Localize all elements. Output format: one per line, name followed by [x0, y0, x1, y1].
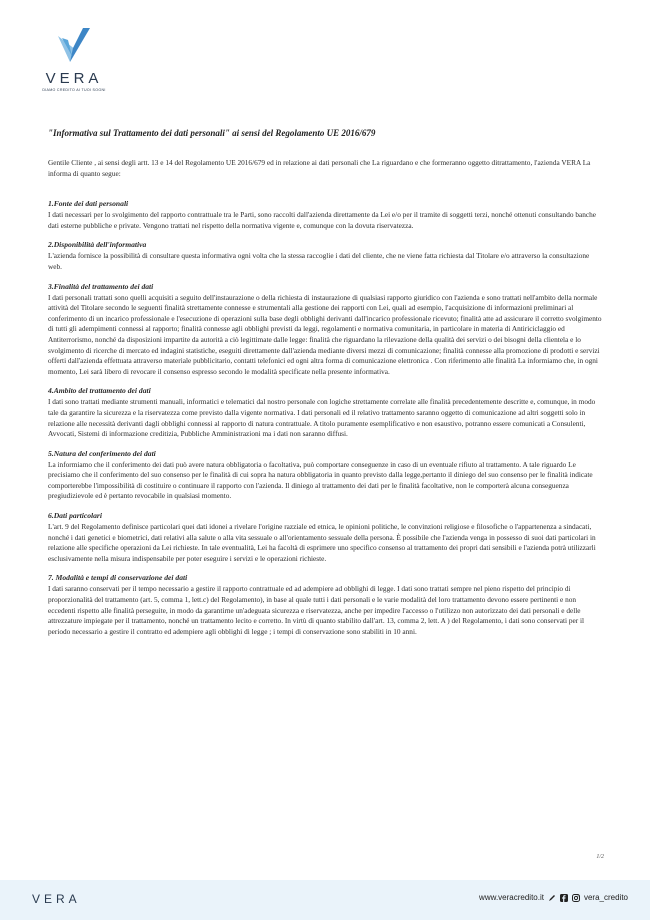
company-logo	[38, 26, 110, 106]
section-nature	[48, 449, 603, 502]
section-body: La informiamo che il conferimento dei dati può avere natura obbligatoria o facoltativa, può comportare conseguenze in caso di un eventuale rifiuto al trattamento. A tale riguardo Le precisiamo che il conferimento del suo consenso per le finalità di cui sopra ha natura obbligatoria in quanto previsto dalla legge,pertanto il diniego del suo consenso per le finalità indicate comporterebbe l'impossibilità di costituire o continuare il rapporto con l'azienda. Il diniego al trattamento dei dati per le finalità facoltative, non le comporterà alcuna conseguenza pregiudizievole ed è pertanto revocabile in qualsiasi momento.	[48, 459, 593, 501]
section-body: L'art. 9 del Regolamento definisce particolari quei dati idonei a rivelare l'origine razziale ed etnica, le opinioni politiche, le convinzioni religiose e filosofiche o l'appartenenza a sindacati, nonché i dati genetici e biometrici, dati relativi alla salute o alla vita sessuale o all'orientamento sessuale della persona. È possibile che l'azienda venga in possesso di suoi dati particolari in relazione alle specifiche operazioni da Lei richieste. In tale eventualità, Lei ha facoltà di esprimere uno specifico consenso al trattamento dei propri dati sensibili e l'azienda potrà utilizzarli esclusivamente nella misura indispensabile per poter eseguire i servizi e le operazioni richieste.	[48, 522, 596, 563]
website-link[interactable]: www.veracredito.it	[479, 893, 544, 902]
footer-bar	[0, 880, 650, 920]
section-data-source	[48, 199, 603, 231]
footer-contacts	[479, 893, 628, 902]
document-title: "Informativa sul Trattamento dei dati personali" ai sensi del Regolamento UE 2016/679	[48, 128, 376, 138]
section-body: I dati sono trattati mediante strumenti manuali, informatici e telematici dal nostro personale con logiche strettamente correlate alle finalità precedentemente descritte e, comunque, in modo tale da garantire la sicurezza e la riservatezza come previsto dalla vigente normativa. I dati personali ed il relativo trattamento saranno oggetto di comunicazione ad altri soggetti solo in relazione alle necessità derivanti dagli obblighi connessi al rapporto di natura contrattuale. A titolo puramente esemplificativo e non esaustivo, potranno essere comunicati a Consulenti, Avvocati, Sistemi di informazione creditizia, Pubbliche Amministrazioni ma i dati non saranno diffusi.	[48, 397, 596, 439]
instagram-icon[interactable]	[572, 894, 580, 902]
logo-wordmark: VERA	[45, 70, 103, 87]
footer-brand: VERA	[32, 892, 81, 906]
logo-tagline: DIAMO CREDITO AI TUOI SOGNI	[42, 88, 106, 92]
section-body: I dati personali trattati sono quelli acquisiti a seguito dell'instaurazione o della richiesta di instaurazione di qualsiasi rapporto giuridico con l'azienda e sono trattati nell'ambito della normale attività del Titolare secondo le seguenti finalità strettamente connesse e strumentali alla gestione dei rapporti con Lei, quali ad esempio, l'acquisizione di informazioni preliminari al conferimento di un incarico professionale e l'esecuzione di operazioni sulla base degli obblighi derivanti dall'incarico professionale ricevuto; finalità atte ad assicurare il corretto svolgimento di tutti gli adempimenti connessi al rapporto; finalità connesse agli obblighi previsti da leggi, regolamenti e normativa comunitaria, in particolare in materia di Antiriciclaggio ed Antiterrorismo, nonché da disposizioni impartite da autorità a ciò legittimate dalle legge: finalità che riguardano la rilevazione della qualità dei servizi o dei bisogni della clientela e lo svolgimento di ricerche di mercato ed indagini statistiche, eseguiti direttamente dall'azienda mediante diversi mezzi di comunicazione; finalità connesse alla promozione di prodotti e servizi offerti dall'azienda effettuata attraverso materiale pubblicitario, contatti telefonici ed ogni altra forma di comunicazione elettronica . Con riferimento alle finalità La informiamo che, in ogni momento, Lei sarà libero di revocare il consenso espresso secondo le modalità specificate nella presente informativa.	[48, 292, 602, 376]
pencil-icon	[548, 894, 556, 902]
intro-paragraph: Gentile Cliente , ai sensi degli artt. 13 e 14 del Regolamento UE 2016/679 ed in relazione ai dati personali che La riguardano e che formeranno oggetto ditrattamento, l'azienda VERA La informa di quanto segue:	[48, 158, 591, 178]
vera-v-mark-icon	[56, 26, 92, 68]
section-title: 6.Dati particolari	[48, 511, 103, 521]
section-title: 2.Disponibilità dell'informativa	[48, 240, 147, 250]
section-purposes	[48, 282, 603, 378]
section-title: 5.Natura del conferimento dei dati	[48, 448, 156, 458]
section-title: 4.Ambito del trattamento dei dati	[48, 386, 151, 396]
section-scope	[48, 386, 603, 439]
section-body: I dati necessari per lo svolgimento del rapporto contrattuale tra le Parti, sono raccolti dall'azienda direttamente da Lei e/o per il tramite di soggetti terzi, nonché ottenuti consultando banche dati esterne pubbliche e private. Vengono trattati nel rispetto della normativa vigente e, comunque con la dovuta riservatezza.	[48, 210, 596, 230]
section-body: L'azienda fornisce la possibilità di consultare questa informativa ogni volta che la stessa raccoglie i dati del cliente, che ne viene fatta richiesta dal Titolare e/o attraverso la consultazione web.	[48, 251, 590, 271]
privacy-notice	[48, 128, 603, 646]
section-special-data	[48, 511, 603, 564]
section-title: 3.Finalità del trattamento dei dati	[48, 281, 154, 291]
section-title: 7. Modalità e tempi di conservazione dei dati	[48, 573, 188, 583]
facebook-icon[interactable]	[560, 894, 568, 902]
section-availability	[48, 240, 603, 272]
section-body: I dati saranno conservati per il tempo necessario a gestire il rapporto contrattuale ed ad adempiere ad obblighi di legge. I dati sono trattati sempre nel pieno rispetto del principio di proporzionalità del trattamento (art. 5, comma 1, lett.c) del Regolamento), in base al quale tutti i dati personali e le varie modalità del loro trattamento devono essere pertinenti e non eccedenti rispetto alle finalità perseguite, in modo da garantirne un'adeguata sicurezza e riservatezza, anche per impedire l'accesso o l'utilizzo non autorizzato dei dati personali e delle attrezzature impiegate per il trattamento, nonché un trattamento lecito e corretto. In virtù di quanto stabilito dall'art. 13, comma 2, lett. A ) del Regolamento, i dati sono conservati per il periodo necessario a gestire il contratto ed adempiere agli obblighi di legge ; i tempi di conservazione sono stabiliti in 10 anni.	[48, 584, 585, 636]
section-title: 1.Fonte dei dati personali	[48, 199, 129, 209]
social-handle[interactable]: vera_credito	[583, 893, 628, 902]
section-retention	[48, 573, 603, 637]
page-number: 1/2	[596, 854, 604, 860]
